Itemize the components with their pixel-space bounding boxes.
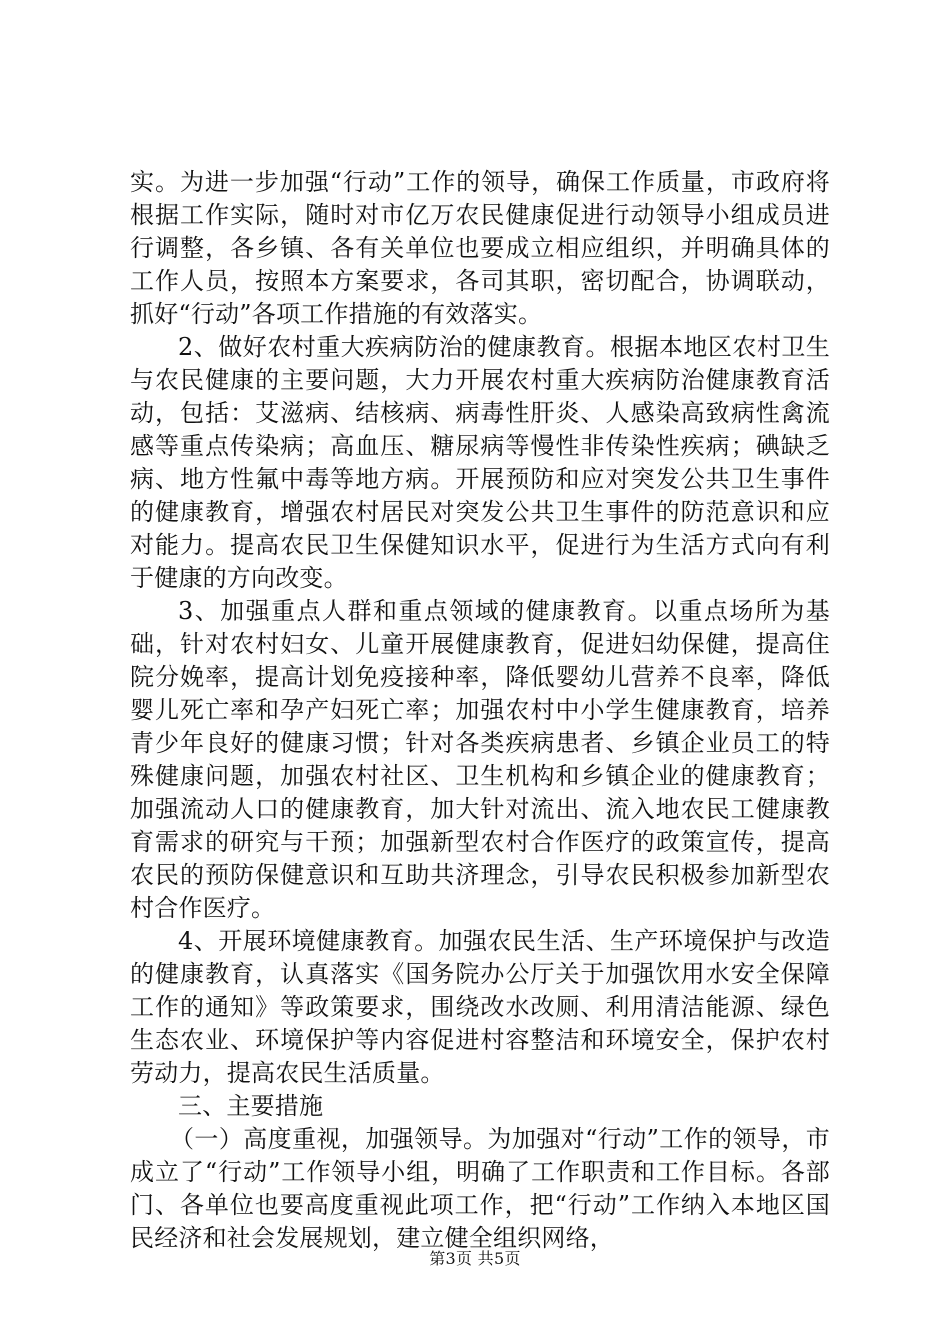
document-body: [130, 166, 830, 1255]
paragraph-environmental-health: 4、开展环境健康教育。加强农民生活、生产环境保护与改造的健康教育，认真落实《国务院办公厅关于加强饮用水安全保障工作的通知》等政策要求，围绕改水改厕、利用清洁能源、绿色生态农业、环境保护等内容促进村容整洁和环境安全，保护农村劳动力，提高农民生活质量。: [130, 927, 830, 1087]
paragraph-leadership: （一）高度重视，加强领导。为加强对“行动”工作的领导，市成立了“行动”工作领导小组，明确了工作职责和工作目标。各部门、各单位也要高度重视此项工作，把“行动”工作纳入本地区国民经济和社会发展规划，建立健全组织网络，: [130, 1125, 830, 1252]
page-number-footer: 第3页 共5页: [429, 1249, 521, 1268]
paragraph-key-groups: 3、加强重点人群和重点领域的健康教育。以重点场所为基础，针对农村妇女、儿童开展健康教育，促进妇幼保健，提高住院分娩率，提高计划免疫接种率，降低婴幼儿营养不良率，降低婴儿死亡率和孕产妇死亡率；加强农村中小学生健康教育，培养青少年良好的健康习惯；针对各类疾病患者、乡镇企业员工的特殊健康问题，加强农村社区、卫生机构和乡镇企业的健康教育；加强流动人口的健康教育，加大针对流出、流入地农民工健康教育需求的研究与干预；加强新型农村合作医疗的政策宣传，提高农民的预防保健意识和互助共济理念，引导农民积极参加新型农村合作医疗。: [130, 597, 830, 922]
paragraph-disease-prevention: 2、做好农村重大疾病防治的健康教育。根据本地区农村卫生与农民健康的主要问题，大力开展农村重大疾病防治健康教育活动，包括：艾滋病、结核病、病毒性肝炎、人感染高致病性禽流感等重点传染病；高血压、糖尿病等慢性非传染性疾病；碘缺乏病、地方性氟中毒等地方病。开展预防和应对突发公共卫生事件的健康教育，增强农村居民对突发公共卫生事件的防范意识和应对能力。提高农民卫生保健知识水平，促进行为生活方式向有利于健康的方向改变。: [130, 333, 830, 592]
section-heading-main-measures: 三、主要措施: [178, 1092, 324, 1120]
paragraph-continuation: 实。为进一步加强“行动”工作的领导，确保工作质量，市政府将根据工作实际，随时对市亿万农民健康促进行动领导小组成员进行调整，各乡镇、各有关单位也要成立相应组织，并明确具体的工作人员，按照本方案要求，各司其职，密切配合，协调联动，抓好“行动”各项工作措施的有效落实。: [130, 168, 830, 328]
